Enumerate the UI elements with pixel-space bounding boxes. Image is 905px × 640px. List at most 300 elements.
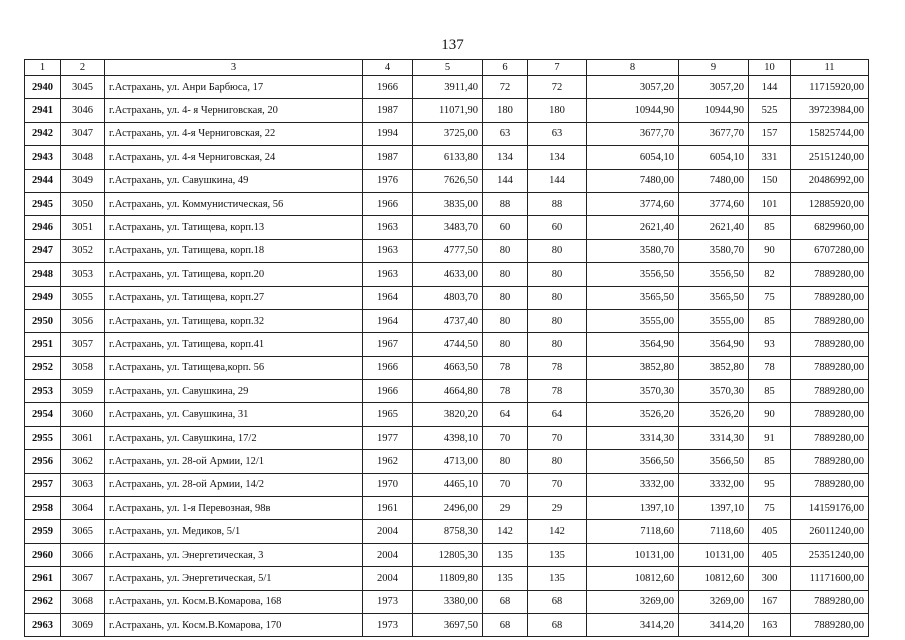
table-row (25, 99, 869, 122)
table-cell-col-9: 3852,80 (679, 356, 749, 379)
table-cell-col-1: 2961 (25, 567, 61, 590)
table-cell-col-9: 3580,70 (679, 239, 749, 262)
table-cell-col-2: 3046 (61, 99, 105, 122)
table-cell-col-3: г.Астрахань, ул. Косм.В.Комарова, 170 (105, 613, 363, 636)
table-cell-col-4: 1987 (363, 146, 413, 169)
table-cell-col-5: 4777,50 (413, 239, 483, 262)
table-cell-col-8: 7480,00 (587, 169, 679, 192)
column-header-2: 2 (61, 60, 105, 76)
table-cell-col-6: 78 (483, 356, 528, 379)
table-cell-col-3: г.Астрахань, ул. Татищева,корп. 56 (105, 356, 363, 379)
table-cell-col-8: 10944,90 (587, 99, 679, 122)
table-cell-col-6: 80 (483, 309, 528, 332)
table-cell-col-3: г.Астрахань, ул. 4-я Черниговская, 24 (105, 146, 363, 169)
table-cell-col-4: 2004 (363, 520, 413, 543)
table-cell-col-7: 70 (528, 426, 587, 449)
table-cell-col-4: 1966 (363, 76, 413, 99)
table-row (25, 520, 869, 543)
table-cell-col-3: г.Астрахань, ул. Медиков, 5/1 (105, 520, 363, 543)
table-row (25, 403, 869, 426)
table-cell-col-10: 157 (749, 122, 791, 145)
table-cell-col-11: 11171600,00 (791, 567, 869, 590)
table-cell-col-10: 75 (749, 497, 791, 520)
table-cell-col-9: 3414,20 (679, 613, 749, 636)
table-cell-col-7: 60 (528, 216, 587, 239)
table-cell-col-6: 70 (483, 473, 528, 496)
table-cell-col-2: 3061 (61, 426, 105, 449)
table-cell-col-9: 3570,30 (679, 380, 749, 403)
table-cell-col-11: 7889280,00 (791, 590, 869, 613)
table-cell-col-11: 7889280,00 (791, 613, 869, 636)
table-cell-col-11: 7889280,00 (791, 333, 869, 356)
table-cell-col-11: 26011240,00 (791, 520, 869, 543)
table-cell-col-2: 3052 (61, 239, 105, 262)
table-row (25, 333, 869, 356)
table-cell-col-6: 70 (483, 426, 528, 449)
table-cell-col-6: 135 (483, 543, 528, 566)
table-cell-col-7: 68 (528, 590, 587, 613)
table-cell-col-10: 90 (749, 403, 791, 426)
table-cell-col-2: 3048 (61, 146, 105, 169)
table-row (25, 216, 869, 239)
table-cell-col-6: 60 (483, 216, 528, 239)
table-cell-col-2: 3056 (61, 309, 105, 332)
table-cell-col-4: 1966 (363, 356, 413, 379)
table-cell-col-8: 3332,00 (587, 473, 679, 496)
table-cell-col-11: 7889280,00 (791, 309, 869, 332)
table-cell-col-9: 10944,90 (679, 99, 749, 122)
table-cell-col-3: г.Астрахань, ул. Татищева, корп.32 (105, 309, 363, 332)
table-cell-col-9: 1397,10 (679, 497, 749, 520)
table-cell-col-7: 88 (528, 192, 587, 215)
table-cell-col-11: 7889280,00 (791, 403, 869, 426)
table-cell-col-7: 80 (528, 286, 587, 309)
table-cell-col-5: 2496,00 (413, 497, 483, 520)
table-cell-col-7: 64 (528, 403, 587, 426)
table-cell-col-6: 63 (483, 122, 528, 145)
table-cell-col-11: 6707280,00 (791, 239, 869, 262)
table-cell-col-10: 93 (749, 333, 791, 356)
table-row (25, 309, 869, 332)
table-cell-col-2: 3062 (61, 450, 105, 473)
table-cell-col-1: 2942 (25, 122, 61, 145)
table-cell-col-4: 1961 (363, 497, 413, 520)
table-cell-col-1: 2948 (25, 263, 61, 286)
table-cell-col-1: 2950 (25, 309, 61, 332)
table-cell-col-3: г.Астрахань, ул. Татищева, корп.18 (105, 239, 363, 262)
table-row (25, 590, 869, 613)
table-cell-col-10: 525 (749, 99, 791, 122)
table-cell-col-5: 11071,90 (413, 99, 483, 122)
table-cell-col-6: 29 (483, 497, 528, 520)
table-cell-col-10: 144 (749, 76, 791, 99)
table-cell-col-8: 10131,00 (587, 543, 679, 566)
table-cell-col-11: 11715920,00 (791, 76, 869, 99)
column-header-1: 1 (25, 60, 61, 76)
table-cell-col-1: 2957 (25, 473, 61, 496)
table-cell-col-6: 80 (483, 239, 528, 262)
table-cell-col-4: 1994 (363, 122, 413, 145)
table-cell-col-5: 7626,50 (413, 169, 483, 192)
table-cell-col-10: 85 (749, 309, 791, 332)
table-cell-col-4: 1977 (363, 426, 413, 449)
table-cell-col-6: 80 (483, 263, 528, 286)
table-cell-col-1: 2956 (25, 450, 61, 473)
table-cell-col-10: 85 (749, 216, 791, 239)
table-cell-col-4: 1966 (363, 192, 413, 215)
table-cell-col-11: 25151240,00 (791, 146, 869, 169)
table-cell-col-2: 3060 (61, 403, 105, 426)
table-cell-col-9: 3332,00 (679, 473, 749, 496)
table-row (25, 122, 869, 145)
table-cell-col-6: 142 (483, 520, 528, 543)
table-cell-col-8: 3564,90 (587, 333, 679, 356)
table-cell-col-9: 10812,60 (679, 567, 749, 590)
table-cell-col-7: 78 (528, 380, 587, 403)
table-row (25, 426, 869, 449)
table-cell-col-11: 7889280,00 (791, 380, 869, 403)
table-cell-col-3: г.Астрахань, ул. Энергетическая, 3 (105, 543, 363, 566)
table-cell-col-8: 3414,20 (587, 613, 679, 636)
table-cell-col-2: 3049 (61, 169, 105, 192)
table-cell-col-7: 80 (528, 333, 587, 356)
table-cell-col-4: 1976 (363, 169, 413, 192)
table-cell-col-8: 3565,50 (587, 286, 679, 309)
table-cell-col-5: 3835,00 (413, 192, 483, 215)
table-cell-col-10: 300 (749, 567, 791, 590)
table-cell-col-3: г.Астрахань, ул. 4-я Черниговская, 22 (105, 122, 363, 145)
table-cell-col-9: 3556,50 (679, 263, 749, 286)
table-body (25, 76, 869, 637)
table-cell-col-10: 75 (749, 286, 791, 309)
table-cell-col-7: 135 (528, 567, 587, 590)
table-cell-col-10: 405 (749, 543, 791, 566)
table-row (25, 473, 869, 496)
table-cell-col-11: 14159176,00 (791, 497, 869, 520)
table-cell-col-4: 1962 (363, 450, 413, 473)
table-cell-col-10: 90 (749, 239, 791, 262)
table-cell-col-6: 68 (483, 590, 528, 613)
column-header-7: 7 (528, 60, 587, 76)
table-cell-col-5: 4664,80 (413, 380, 483, 403)
table-cell-col-4: 1964 (363, 309, 413, 332)
table-cell-col-7: 180 (528, 99, 587, 122)
table-cell-col-9: 3565,50 (679, 286, 749, 309)
table-cell-col-1: 2945 (25, 192, 61, 215)
table-cell-col-6: 80 (483, 333, 528, 356)
table-cell-col-8: 3555,00 (587, 309, 679, 332)
table-cell-col-11: 20486992,00 (791, 169, 869, 192)
table-cell-col-10: 95 (749, 473, 791, 496)
table-cell-col-7: 80 (528, 263, 587, 286)
table-cell-col-4: 1987 (363, 99, 413, 122)
table-cell-col-1: 2958 (25, 497, 61, 520)
table-cell-col-3: г.Астрахань, ул. Татищева, корп.13 (105, 216, 363, 239)
table-cell-col-9: 3269,00 (679, 590, 749, 613)
table-cell-col-11: 15825744,00 (791, 122, 869, 145)
table-cell-col-3: г.Астрахань, ул. 4- я Черниговская, 20 (105, 99, 363, 122)
table-cell-col-7: 63 (528, 122, 587, 145)
table-cell-col-5: 8758,30 (413, 520, 483, 543)
table-cell-col-5: 4633,00 (413, 263, 483, 286)
table-cell-col-4: 1973 (363, 590, 413, 613)
table-cell-col-1: 2949 (25, 286, 61, 309)
table-cell-col-2: 3050 (61, 192, 105, 215)
table-cell-col-9: 3555,00 (679, 309, 749, 332)
table-cell-col-2: 3063 (61, 473, 105, 496)
table-cell-col-3: г.Астрахань, ул. Анри Барбюса, 17 (105, 76, 363, 99)
table-cell-col-1: 2943 (25, 146, 61, 169)
table-row (25, 567, 869, 590)
table-cell-col-7: 80 (528, 450, 587, 473)
table-cell-col-8: 3057,20 (587, 76, 679, 99)
table-cell-col-4: 1964 (363, 286, 413, 309)
table-cell-col-2: 3067 (61, 567, 105, 590)
table-cell-col-2: 3047 (61, 122, 105, 145)
table-cell-col-4: 1970 (363, 473, 413, 496)
header-row (25, 60, 869, 76)
table-cell-col-11: 39723984,00 (791, 99, 869, 122)
table-cell-col-5: 4737,40 (413, 309, 483, 332)
table-row (25, 76, 869, 99)
table-cell-col-9: 3677,70 (679, 122, 749, 145)
table-cell-col-5: 4744,50 (413, 333, 483, 356)
table-row (25, 356, 869, 379)
table-cell-col-4: 2004 (363, 543, 413, 566)
table-row (25, 450, 869, 473)
table-cell-col-3: г.Астрахань, ул. 28-ой Армии, 12/1 (105, 450, 363, 473)
table-cell-col-9: 10131,00 (679, 543, 749, 566)
table-cell-col-6: 78 (483, 380, 528, 403)
table-cell-col-6: 134 (483, 146, 528, 169)
table-cell-col-4: 1965 (363, 403, 413, 426)
table-cell-col-3: г.Астрахань, ул. Коммунистическая, 56 (105, 192, 363, 215)
table-cell-col-7: 72 (528, 76, 587, 99)
column-header-4: 4 (363, 60, 413, 76)
table-cell-col-5: 3483,70 (413, 216, 483, 239)
table-cell-col-8: 3269,00 (587, 590, 679, 613)
table-row (25, 239, 869, 262)
table-cell-col-5: 3380,00 (413, 590, 483, 613)
page-number: 137 (441, 37, 464, 53)
table-cell-col-9: 2621,40 (679, 216, 749, 239)
table-cell-col-10: 82 (749, 263, 791, 286)
table-cell-col-8: 3580,70 (587, 239, 679, 262)
table-cell-col-1: 2951 (25, 333, 61, 356)
table-cell-col-10: 85 (749, 380, 791, 403)
table-cell-col-10: 101 (749, 192, 791, 215)
table-cell-col-9: 3564,90 (679, 333, 749, 356)
table-cell-col-1: 2944 (25, 169, 61, 192)
table-cell-col-4: 1963 (363, 216, 413, 239)
table-cell-col-8: 3852,80 (587, 356, 679, 379)
table-row (25, 380, 869, 403)
column-header-9: 9 (679, 60, 749, 76)
table-cell-col-8: 2621,40 (587, 216, 679, 239)
table-cell-col-4: 1963 (363, 263, 413, 286)
table-cell-col-5: 4465,10 (413, 473, 483, 496)
table-cell-col-11: 25351240,00 (791, 543, 869, 566)
table-row (25, 497, 869, 520)
table-cell-col-1: 2941 (25, 99, 61, 122)
table-cell-col-5: 4713,00 (413, 450, 483, 473)
table-cell-col-5: 6133,80 (413, 146, 483, 169)
table-cell-col-7: 29 (528, 497, 587, 520)
column-header-11: 11 (791, 60, 869, 76)
table-cell-col-2: 3059 (61, 380, 105, 403)
table-cell-col-7: 80 (528, 309, 587, 332)
table-cell-col-10: 78 (749, 356, 791, 379)
table-cell-col-10: 405 (749, 520, 791, 543)
table-cell-col-10: 85 (749, 450, 791, 473)
table-cell-col-2: 3053 (61, 263, 105, 286)
table-cell-col-11: 7889280,00 (791, 263, 869, 286)
table-cell-col-9: 7118,60 (679, 520, 749, 543)
table-cell-col-4: 1963 (363, 239, 413, 262)
table-cell-col-8: 10812,60 (587, 567, 679, 590)
table-cell-col-1: 2959 (25, 520, 61, 543)
table-row (25, 613, 869, 636)
table-cell-col-7: 144 (528, 169, 587, 192)
table-cell-col-6: 68 (483, 613, 528, 636)
table-cell-col-1: 2955 (25, 426, 61, 449)
table-cell-col-6: 180 (483, 99, 528, 122)
table-cell-col-6: 80 (483, 450, 528, 473)
table-cell-col-8: 1397,10 (587, 497, 679, 520)
table-cell-col-8: 3526,20 (587, 403, 679, 426)
table-row (25, 286, 869, 309)
table-cell-col-3: г.Астрахань, ул. 28-ой Армии, 14/2 (105, 473, 363, 496)
table-cell-col-8: 6054,10 (587, 146, 679, 169)
table-cell-col-5: 4398,10 (413, 426, 483, 449)
table-cell-col-2: 3055 (61, 286, 105, 309)
table-cell-col-3: г.Астрахань, ул. Савушкина, 31 (105, 403, 363, 426)
column-header-6: 6 (483, 60, 528, 76)
table-cell-col-3: г.Астрахань, ул. Энергетическая, 5/1 (105, 567, 363, 590)
table-cell-col-11: 7889280,00 (791, 426, 869, 449)
table-row (25, 169, 869, 192)
table-cell-col-1: 2954 (25, 403, 61, 426)
table-cell-col-1: 2947 (25, 239, 61, 262)
table-cell-col-9: 3057,20 (679, 76, 749, 99)
table-cell-col-4: 1973 (363, 613, 413, 636)
table-cell-col-2: 3065 (61, 520, 105, 543)
table-cell-col-8: 3677,70 (587, 122, 679, 145)
table-cell-col-3: г.Астрахань, ул. Косм.В.Комарова, 168 (105, 590, 363, 613)
table-cell-col-1: 2952 (25, 356, 61, 379)
table-cell-col-3: г.Астрахань, ул. Татищева, корп.20 (105, 263, 363, 286)
table-cell-col-11: 7889280,00 (791, 473, 869, 496)
table-cell-col-7: 78 (528, 356, 587, 379)
table-cell-col-2: 3045 (61, 76, 105, 99)
table-cell-col-11: 12885920,00 (791, 192, 869, 215)
table-row (25, 543, 869, 566)
table-cell-col-3: г.Астрахань, ул. Савушкина, 17/2 (105, 426, 363, 449)
table-cell-col-1: 2940 (25, 76, 61, 99)
table-cell-col-1: 2962 (25, 590, 61, 613)
table-cell-col-9: 3774,60 (679, 192, 749, 215)
column-header-8: 8 (587, 60, 679, 76)
column-header-5: 5 (413, 60, 483, 76)
table-cell-col-9: 3566,50 (679, 450, 749, 473)
table-cell-col-7: 135 (528, 543, 587, 566)
table-cell-col-8: 3566,50 (587, 450, 679, 473)
table-cell-col-9: 6054,10 (679, 146, 749, 169)
table-cell-col-9: 3526,20 (679, 403, 749, 426)
table-cell-col-6: 72 (483, 76, 528, 99)
table-cell-col-2: 3066 (61, 543, 105, 566)
table-cell-col-11: 6829960,00 (791, 216, 869, 239)
table-cell-col-1: 2963 (25, 613, 61, 636)
table-cell-col-2: 3064 (61, 497, 105, 520)
table-cell-col-3: г.Астрахань, ул. Татищева, корп.41 (105, 333, 363, 356)
table-cell-col-10: 91 (749, 426, 791, 449)
table-cell-col-5: 4803,70 (413, 286, 483, 309)
table-cell-col-2: 3051 (61, 216, 105, 239)
table-cell-col-7: 134 (528, 146, 587, 169)
table-cell-col-8: 3314,30 (587, 426, 679, 449)
table-cell-col-4: 2004 (363, 567, 413, 590)
table-cell-col-7: 80 (528, 239, 587, 262)
table-cell-col-10: 331 (749, 146, 791, 169)
table-cell-col-5: 3820,20 (413, 403, 483, 426)
table-cell-col-10: 163 (749, 613, 791, 636)
table-cell-col-8: 3570,30 (587, 380, 679, 403)
table-cell-col-6: 135 (483, 567, 528, 590)
table-cell-col-1: 2953 (25, 380, 61, 403)
table-cell-col-7: 70 (528, 473, 587, 496)
column-header-3: 3 (105, 60, 363, 76)
table-cell-col-2: 3057 (61, 333, 105, 356)
table-cell-col-7: 68 (528, 613, 587, 636)
table-row (25, 146, 869, 169)
table-cell-col-6: 64 (483, 403, 528, 426)
table-cell-col-3: г.Астрахань, ул. Татищева, корп.27 (105, 286, 363, 309)
table-cell-col-11: 7889280,00 (791, 356, 869, 379)
table-cell-col-5: 3697,50 (413, 613, 483, 636)
table-cell-col-9: 7480,00 (679, 169, 749, 192)
table-cell-col-1: 2960 (25, 543, 61, 566)
table-cell-col-8: 3774,60 (587, 192, 679, 215)
table-cell-col-2: 3058 (61, 356, 105, 379)
table-cell-col-10: 150 (749, 169, 791, 192)
table-cell-col-10: 167 (749, 590, 791, 613)
table-cell-col-8: 3556,50 (587, 263, 679, 286)
table-cell-col-6: 88 (483, 192, 528, 215)
table-cell-col-11: 7889280,00 (791, 450, 869, 473)
table-row (25, 192, 869, 215)
table-cell-col-3: г.Астрахань, ул. Савушкина, 29 (105, 380, 363, 403)
table-cell-col-11: 7889280,00 (791, 286, 869, 309)
table-cell-col-5: 3911,40 (413, 76, 483, 99)
table-row (25, 263, 869, 286)
table-cell-col-6: 144 (483, 169, 528, 192)
table-cell-col-5: 11809,80 (413, 567, 483, 590)
column-header-10: 10 (749, 60, 791, 76)
table-cell-col-4: 1967 (363, 333, 413, 356)
table-cell-col-1: 2946 (25, 216, 61, 239)
table-cell-col-5: 4663,50 (413, 356, 483, 379)
table-cell-col-7: 142 (528, 520, 587, 543)
table-cell-col-9: 3314,30 (679, 426, 749, 449)
table-cell-col-5: 3725,00 (413, 122, 483, 145)
table-cell-col-3: г.Астрахань, ул. 1-я Перевозная, 98в (105, 497, 363, 520)
table-cell-col-2: 3068 (61, 590, 105, 613)
table-cell-col-5: 12805,30 (413, 543, 483, 566)
table-cell-col-2: 3069 (61, 613, 105, 636)
housing-registry-table (24, 59, 869, 637)
table-cell-col-6: 80 (483, 286, 528, 309)
